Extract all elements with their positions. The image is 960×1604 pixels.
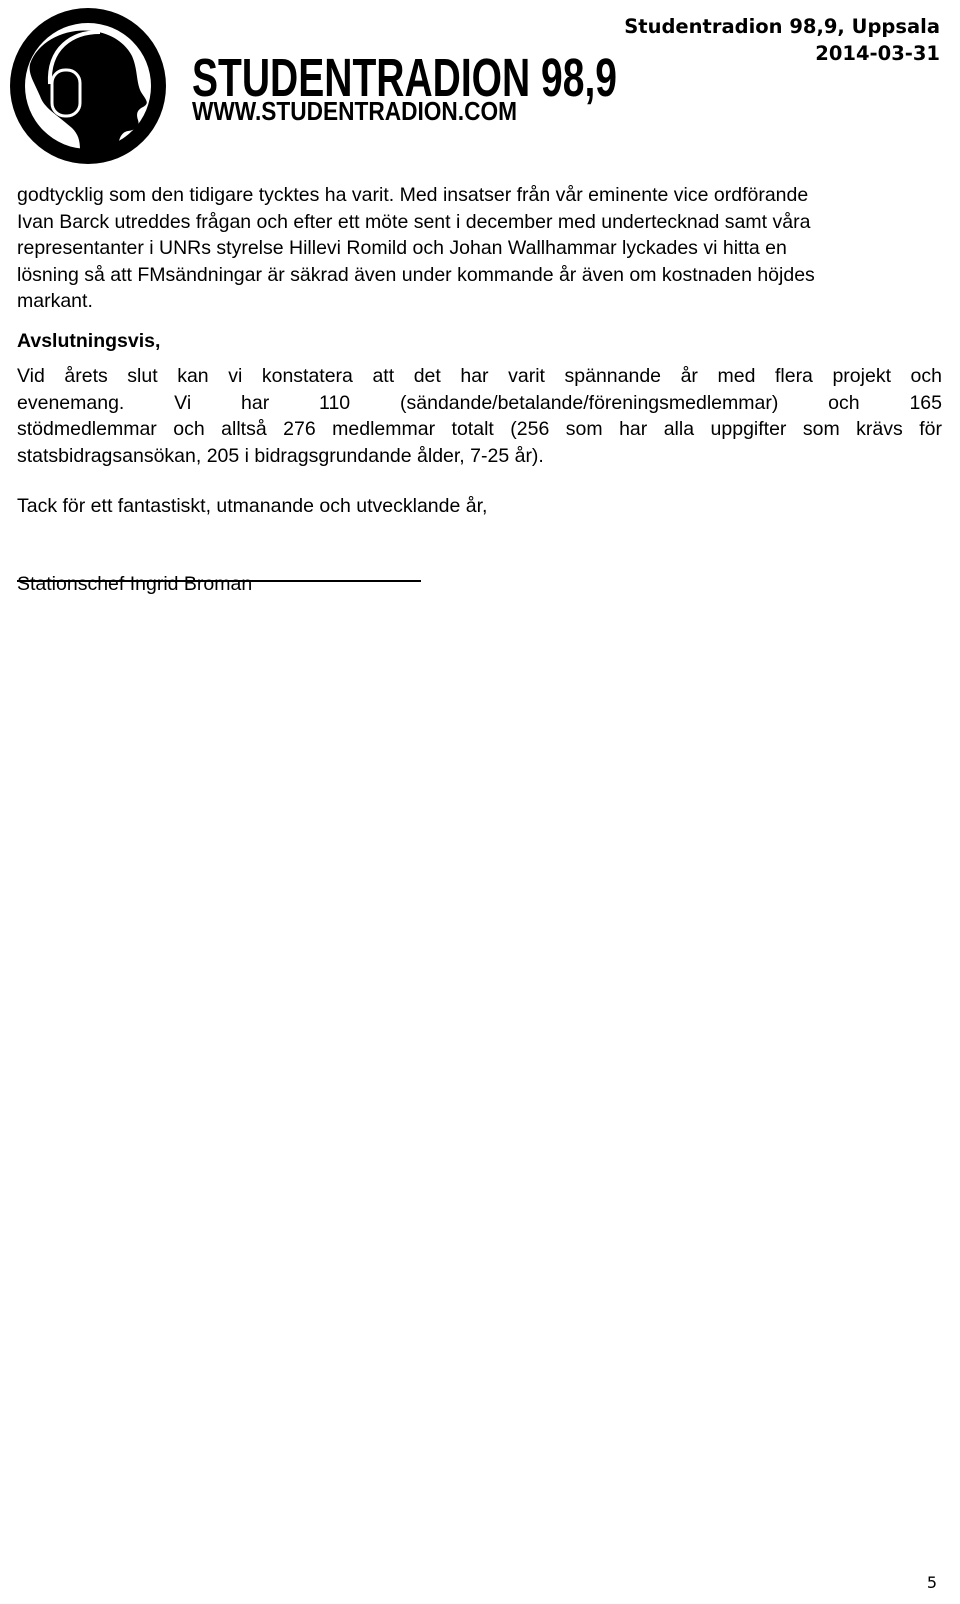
paragraph-line: Vid årets slut kan vi konstatera att det har varit spännande år med flera projekt och [17, 365, 942, 387]
thanks-line: Tack för ett fantastiskt, utmanande och utvecklande år, [17, 495, 488, 517]
logo-headphone-icon [52, 70, 80, 116]
header-org: Studentradion 98,9, Uppsala [624, 15, 940, 38]
paragraph-line: statsbidragsansökan, 205 i bidragsgrundande ålder, 7-25 år). [17, 444, 544, 467]
paragraph-2 [17, 363, 942, 469]
paragraph-line: representanter i UNRs styrelse Hillevi Romild och Johan Wallhammar lyckades vi hitta en [17, 237, 787, 259]
studentradion-logo [0, 0, 640, 176]
header-date: 2014-03-31 [815, 42, 940, 65]
page-number: 5 [926, 1573, 937, 1592]
paragraph-line: godtycklig som den tidigare tycktes ha varit. Med insatser från vår eminente vice ordförande [17, 184, 809, 206]
paragraph-1 [17, 182, 959, 315]
logo-url: WWW.STUDENTRADION.COM [192, 96, 517, 126]
section-heading: Avslutningsvis, [17, 330, 161, 352]
signature-name: Stationschef Ingrid Broman [17, 573, 253, 595]
paragraph-line: evenemang. Vi har 110 (sändande/betalande/föreningsmedlemmar) och 165 [17, 391, 942, 414]
paragraph-line: stödmedlemmar och alltså 276 medlemmar totalt (256 som har alla uppgifter som krävs för [17, 418, 942, 440]
logo-wordmark: STUDENTRADION 98,9 [192, 48, 617, 108]
paragraph-line: lösning så att FMsändningar är säkrad även under kommande år även om kostnaden höjdes [17, 263, 815, 286]
paragraph-line: markant. [17, 290, 93, 312]
paragraph-line: Ivan Barck utreddes frågan och efter ett möte sent i december med undertecknad samt våra [17, 210, 811, 233]
